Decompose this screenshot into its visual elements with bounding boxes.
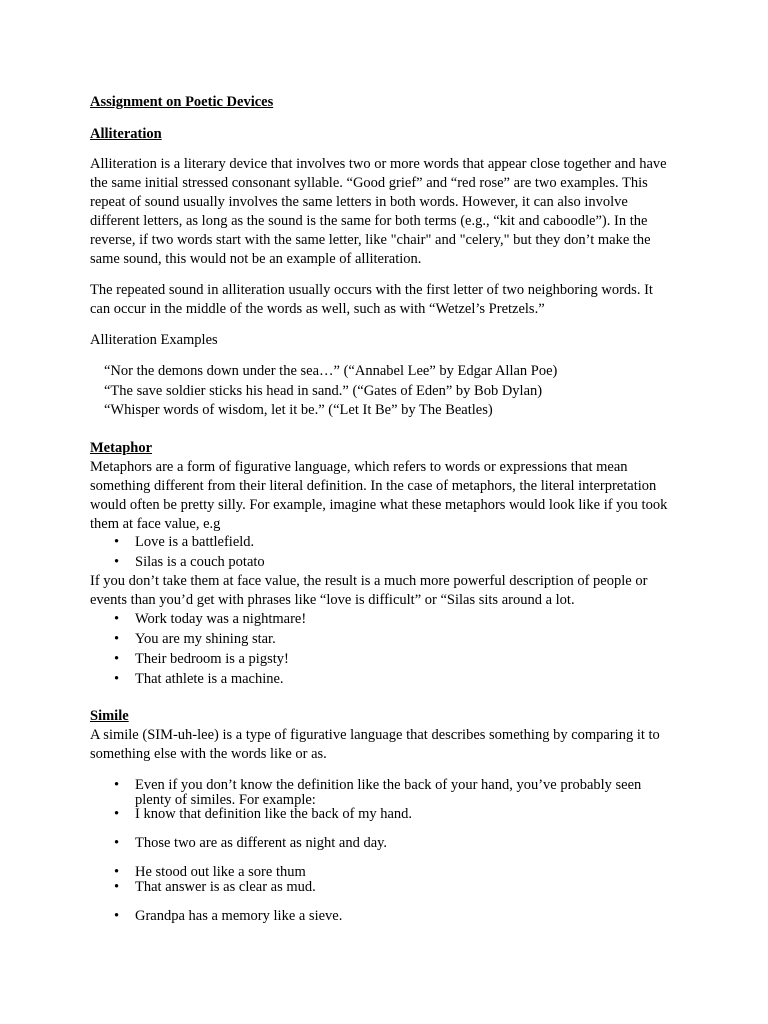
metaphor-bullet-item [114, 610, 664, 629]
simile-bullet-item [114, 807, 664, 822]
alliteration-example: “Nor the demons down under the sea…” (“Annabel Lee” by Edgar Allan Poe) [104, 363, 558, 379]
alliteration-paragraph-2: The repeated sound in alliteration usually occurs with the first letter of two neighboring words. It can occur in the middle of the words as well, such as with “Wetzel’s Pretzels.” [90, 282, 653, 317]
bullet-icon: • [114, 631, 120, 647]
alliteration-example: “The save soldier sticks his head in sand.” (“Gates of Eden” by Bob Dylan) [104, 383, 543, 399]
bullet-text: Grandpa has a memory like a sieve. [135, 908, 343, 924]
alliteration-paragraph-1: Alliteration is a literary device that involves two or more words that appear close together and have the same initial stressed consonant syllable. “Good grief” and “red rose” are two examples. This repeat of sound usually involves the same letters in both words. However, it can also involve different letters, as long as the sound is the same for both terms (e.g., “kit and caboodle”). In the reverse, if two words start with the same letter, like "chair" and "celery," but they don’t make the same sound, this would not be an example of alliteration. [90, 156, 667, 267]
simile-bullet-item [114, 836, 664, 851]
bullet-text: Even if you don’t know the definition like the back of your hand, you’ve probably seen plenty of similes. For example: [135, 777, 642, 808]
simile-heading: Simile [90, 708, 129, 724]
bullet-icon: • [114, 611, 120, 627]
alliteration-example: “Whisper words of wisdom, let it be.” (“Let It Be” by The Beatles) [104, 402, 493, 418]
bullet-text: That athlete is a machine. [135, 671, 284, 687]
alliteration-heading: Alliteration [90, 126, 162, 142]
metaphor-bullet-item [114, 533, 664, 552]
bullet-text: Work today was a nightmare! [135, 611, 307, 627]
bullet-text: He stood out like a sore thum [135, 864, 306, 880]
bullet-text: Those two are as different as night and day. [135, 835, 388, 851]
bullet-icon: • [114, 864, 120, 880]
simile-bullet-item [114, 865, 664, 880]
metaphor-bullet-item [114, 670, 664, 689]
simile-bullet-item [114, 909, 664, 924]
bullet-text: I know that definition like the back of my hand. [135, 806, 413, 822]
simile-bullet-item [114, 880, 664, 895]
document-title: Assignment on Poetic Devices [90, 94, 274, 110]
bullet-text: You are my shining star. [135, 631, 276, 647]
metaphor-paragraph-1: Metaphors are a form of figurative language, which refers to words or expressions that mean something different from their literal definition. In the case of metaphors, the literal interpretation would often be pretty silly. For example, imagine what these metaphors would look like if you took them at face value, e.g [90, 459, 668, 532]
bullet-icon: • [114, 806, 120, 822]
bullet-icon: • [114, 908, 120, 924]
bullet-text: That answer is as clear as mud. [135, 879, 316, 895]
bullet-icon: • [114, 835, 120, 851]
bullet-text: Silas is a couch potato [135, 554, 265, 570]
simile-bullet-item [114, 778, 664, 808]
bullet-icon: • [114, 879, 120, 895]
metaphor-bullet-item [114, 650, 664, 669]
alliteration-examples-heading: Alliteration Examples [90, 332, 218, 348]
simile-paragraph-1: A simile (SIM-uh-lee) is a type of figurative language that describes something by comparing it to something else with the words like or as. [90, 727, 660, 762]
bullet-text: Their bedroom is a pigsty! [135, 651, 289, 667]
bullet-icon: • [114, 534, 120, 550]
metaphor-bullet-item [114, 553, 664, 572]
bullet-icon: • [114, 671, 120, 687]
bullet-icon: • [114, 554, 120, 570]
bullet-text: Love is a battlefield. [135, 534, 255, 550]
metaphor-heading: Metaphor [90, 440, 153, 456]
bullet-icon: • [114, 777, 120, 793]
metaphor-paragraph-2: If you don’t take them at face value, the result is a much more powerful description of people or events than you’d get with phrases like “love is difficult” or “Silas sits around a lot. [90, 573, 648, 608]
bullet-icon: • [114, 651, 120, 667]
metaphor-bullet-item [114, 630, 664, 649]
